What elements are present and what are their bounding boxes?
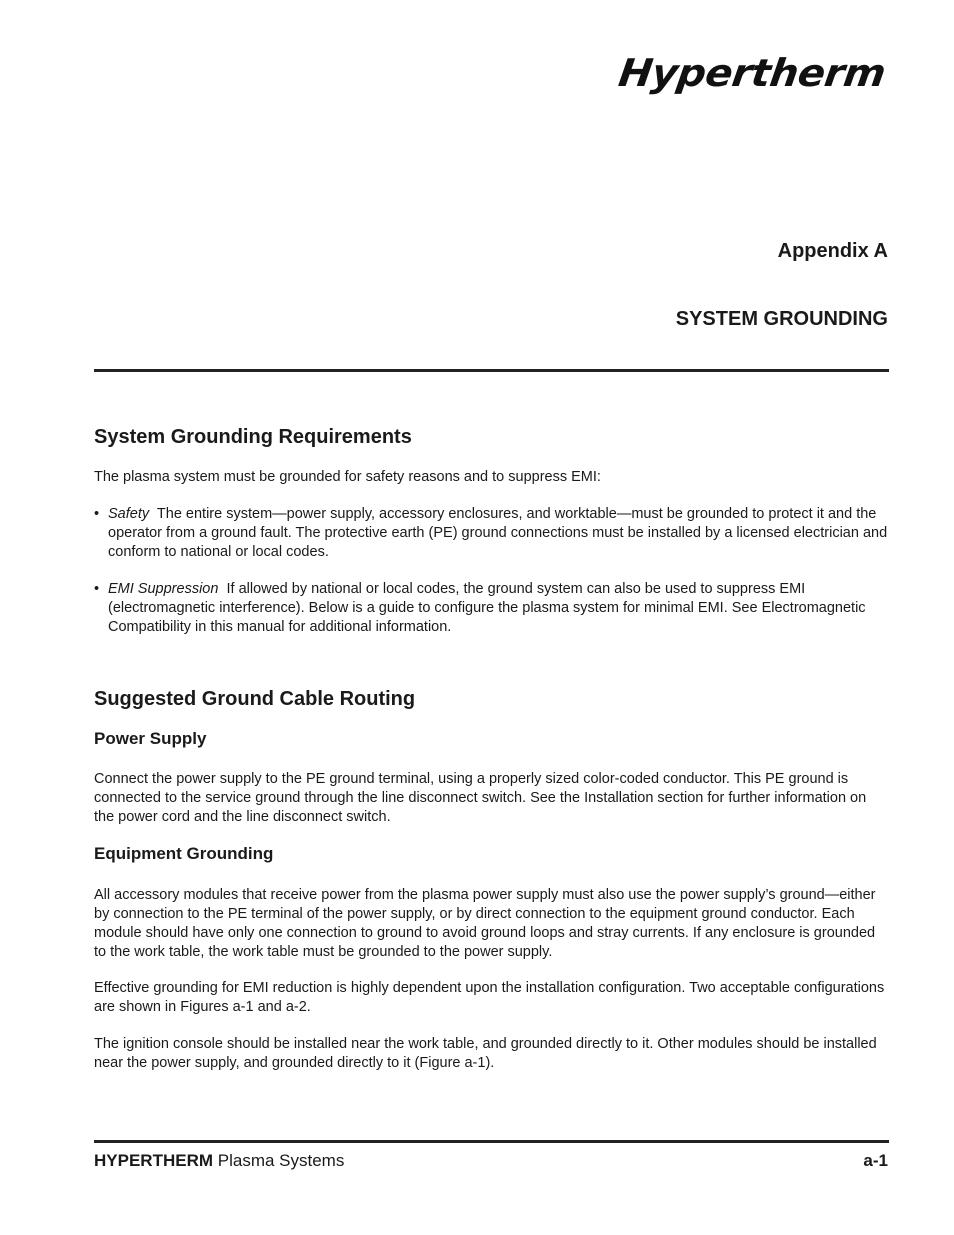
footer-brand xyxy=(94,1151,344,1171)
bullet-text: If allowed by national or local codes, the ground system can also be used to suppress EMI (electromagnetic interference). Below is a guide to configure the plasma system for minimal EMI. See Electromagnetic Compatibility in this manual for additional information. xyxy=(108,581,866,635)
equipment-paragraph-2: Effective grounding for EMI reduction is highly dependent upon the installation configuration. Two acceptable configurations are shown in Figures a-1 and a-2. xyxy=(94,980,885,1015)
bullet-safety xyxy=(94,505,889,562)
bullet-term: Safety xyxy=(108,506,150,522)
subheading-equipment-grounding: Equipment Grounding xyxy=(94,844,274,863)
bullet-term: EMI Suppression xyxy=(108,581,219,597)
hypertherm-logo: Hypertherm xyxy=(615,52,888,96)
bullet-dot: • xyxy=(94,506,100,522)
section-heading-cable-routing: Suggested Ground Cable Routing xyxy=(94,688,416,710)
bullet-dot: • xyxy=(94,581,100,597)
equipment-paragraph-1: All accessory modules that receive power from the plasma power supply must also use the power supply’s ground—either by connection to the PE terminal of the power supply, or by direct connection to the equipment ground conductor. Each module should have only one connection to ground to avoid ground loops and stray currents. If any enclosure is grounded to the work table, the work table must be grounded to the power supply. xyxy=(94,887,876,960)
footer-brand-suffix: Plasma Systems xyxy=(217,1151,345,1170)
power-supply-paragraph: Connect the power supply to the PE ground terminal, using a properly sized color-coded conductor. This PE ground is connected to the service ground through the line disconnect switch. See the Installation section for further information on the power cord and the line disconnect switch. xyxy=(94,771,867,825)
page-number: a-1 xyxy=(863,1151,888,1170)
footer-brand-name: HYPERTHERM xyxy=(94,1151,214,1170)
intro-paragraph: The plasma system must be grounded for safety reasons and to suppress EMI: xyxy=(94,469,601,485)
bullet-emi-suppression xyxy=(94,580,889,637)
appendix-label: Appendix A xyxy=(777,240,888,262)
subheading-power-supply: Power Supply xyxy=(94,729,207,748)
bullet-text: The entire system—power supply, accessory enclosures, and worktable—must be grounded to protect it and the operator from a ground fault. The protective earth (PE) ground connections must be installed by a licensed electrician and conform to national or local codes. xyxy=(108,506,888,560)
equipment-paragraph-3: The ignition console should be installed near the work table, and grounded directly to it. Other modules should be installed near the power supply, and grounded directly to it (Figure a-1). xyxy=(94,1036,877,1071)
section-heading-grounding-requirements: System Grounding Requirements xyxy=(94,426,412,448)
bottom-divider xyxy=(94,1140,889,1143)
top-divider xyxy=(94,369,889,372)
chapter-title: SYSTEM GROUNDING xyxy=(675,308,888,330)
